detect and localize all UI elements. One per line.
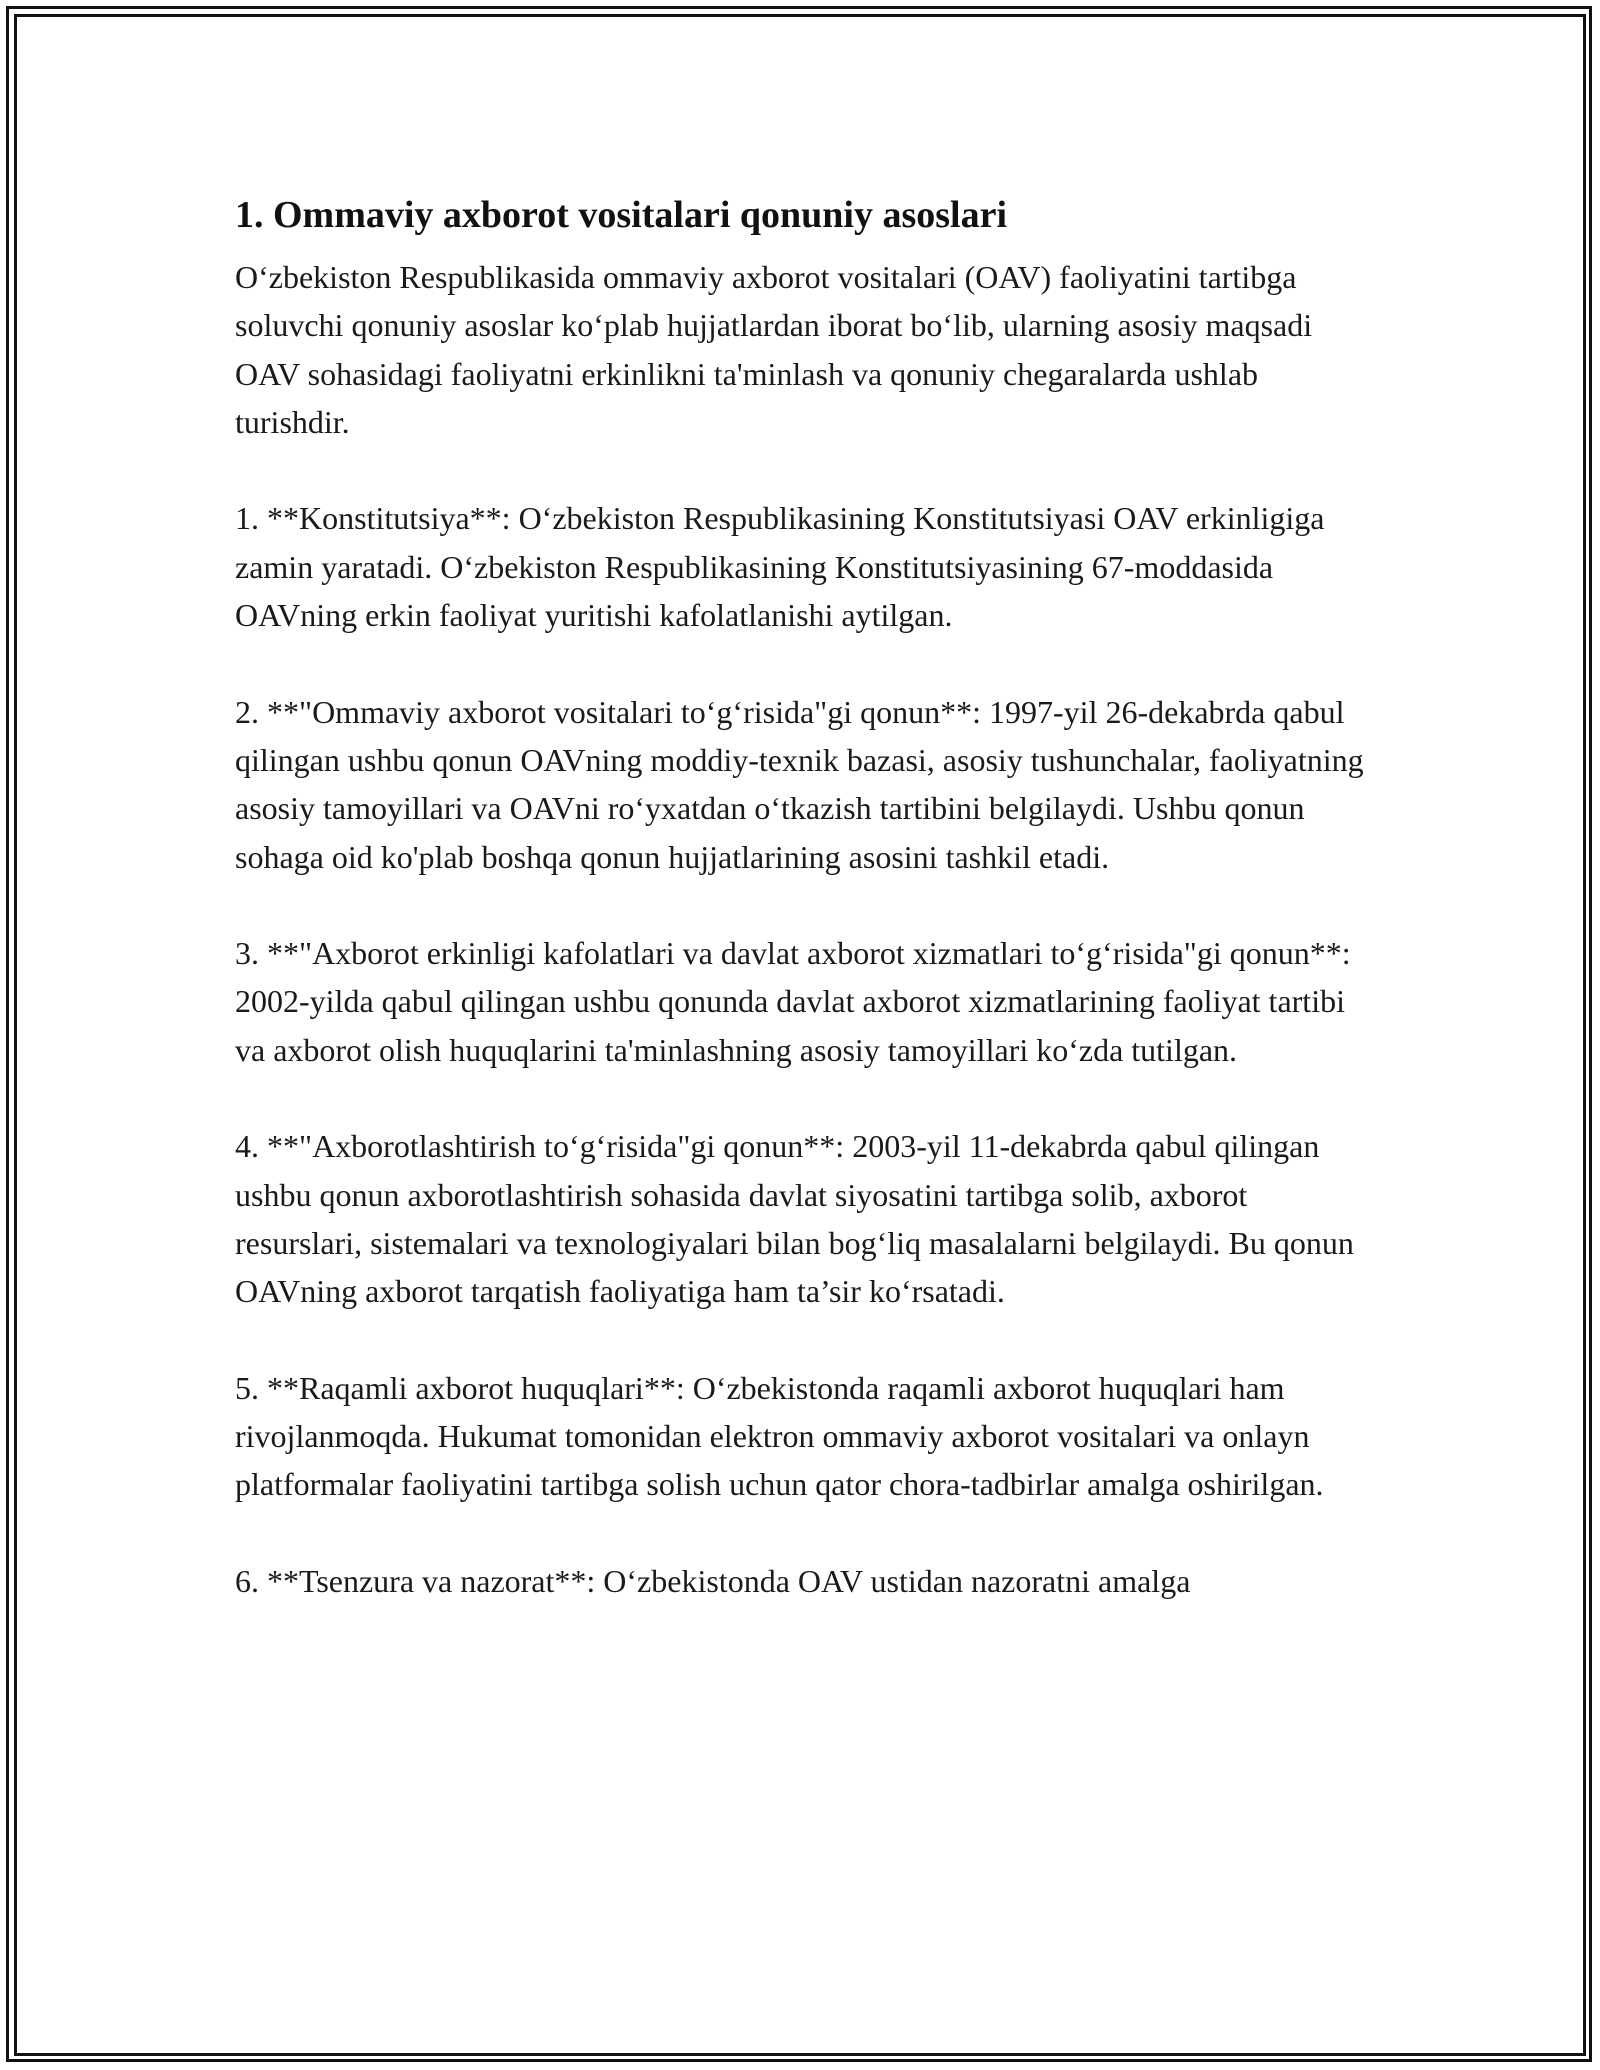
section-heading: 1. Ommaviy axborot vositalari qonuniy asoslari [235, 194, 1008, 236]
intro-paragraph: O‘zbekiston Respublikasida ommaviy axborot vositalari (OAV) faoliyatini tartibga soluvchi qonuniy asoslar ko‘plab hujjatlardan iborat bo‘lib, ularning asosiy maqsadi OAV sohasidagi faoliyatni erkinlikni ta'minlash va qonuniy chegaralarda ushlab turishdir. [235, 259, 1313, 440]
paragraph-raqamli-huquqlar: 5. **Raqamli axborot huquqlari**: O‘zbekistonda raqamli axborot huquqlari ham rivojlanmoqda. Hukumat tomonidan elektron ommaviy axborot vositalari va onlayn platformalar faoliyatini tartibga solish uchun qator chora-tadbirlar amalga oshirilgan. [235, 1369, 1324, 1503]
paragraph-tsenzura: 6. **Tsenzura va nazorat**: O‘zbekistonda OAV ustidan nazoratni amalga [235, 1563, 1191, 1600]
paragraph-konstitutsiya: 1. **Konstitutsiya**: O‘zbekiston Respublikasining Konstitutsiyasi OAV erkinligiga zamin yaratadi. O‘zbekiston Respublikasining Konstitutsiyasining 67-moddasida OAVning erkin faoliyat yuritishi kafolatlanishi aytilgan. [235, 500, 1325, 634]
paragraph-oav-law: 2. **"Ommaviy axborot vositalari to‘g‘risida"gi qonun**: 1997-yil 26-dekabrda qabul qilingan ushbu qonun OAVning moddiy-texnik bazasi, asosiy tushunchalar, faoliyatning asosiy tamoyillari va OAVni ro‘yxatdan o‘tkazish tartibini belgilaydi. Ushbu qonun sohaga oid ko'plab boshqa qonun hujjatlarining asosini tashkil etadi. [235, 693, 1364, 875]
paragraph-axborotlashtirish-law: 4. **"Axborotlashtirish to‘g‘risida"gi qonun**: 2003-yil 11-dekabrda qabul qilingan ushbu qonun axborotlashtirish sohasida davlat siyosatini tartibga solib, axborot resurslari, sistemalari va texnologiyalari bilan bog‘liq masalalarni belgilaydi. Bu qonun OAVning axborot tarqatish faoliyatiga ham ta’sir ko‘rsatadi. [235, 1128, 1354, 1310]
paragraph-axborot-erkinligi-law: 3. **"Axborot erkinligi kafolatlari va davlat axborot xizmatlari to‘g‘risida"gi qonun**: 2002-yilda qabul qilingan ushbu qonunda davlat axborot xizmatlarining faoliyat tartibi va axborot olish huquqlarini ta'minlashning asosiy tamoyillari ko‘zda tutilgan. [235, 935, 1351, 1068]
document-body [235, 185, 1375, 1605]
